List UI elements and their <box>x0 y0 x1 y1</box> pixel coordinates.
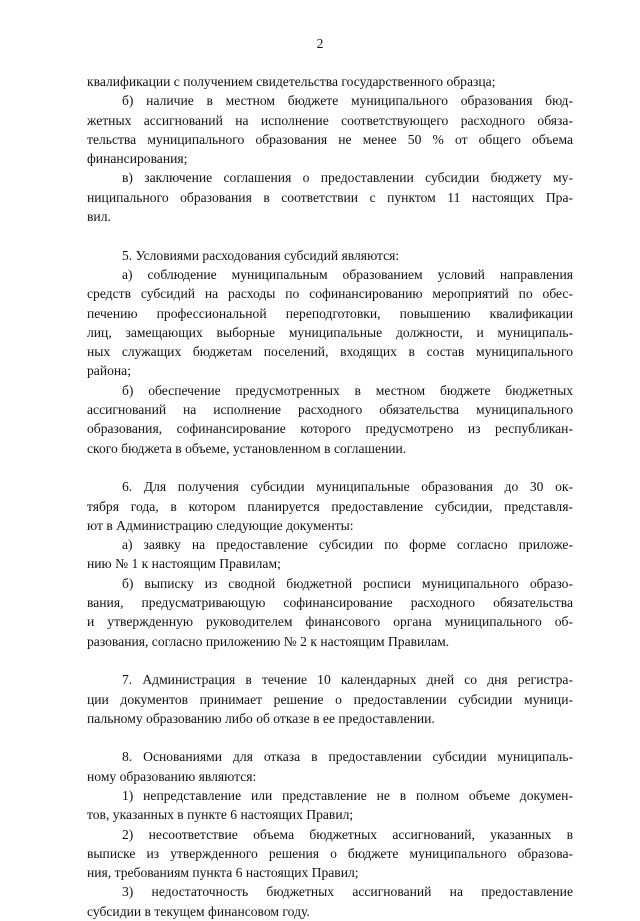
text-line: тов, указанных в пункте 6 настоящих Правил; <box>87 807 354 823</box>
text-line: средств субсидий на расходы по софинансированию мероприятий по обес- <box>87 286 573 302</box>
text-line: квалификации с получением свидетельства государственного образца; <box>87 74 496 89</box>
text-line: 5. Условиями расходования субсидий являются: <box>122 247 400 263</box>
text-line: б) выписку из сводной бюджетной росписи муниципального образо- <box>122 575 573 591</box>
text-line: пальному образованию либо об отказе в ее предоставлении. <box>87 710 435 726</box>
paragraph <box>87 91 573 168</box>
text-line: вания, предусматривающую софинансирование расходного обязательства <box>87 595 573 611</box>
document-body <box>87 72 573 921</box>
text-line: субсидии в текущем финансовом году. <box>87 903 310 919</box>
text-line: разования, согласно приложению № 2 к настоящим Правилам. <box>87 633 450 649</box>
text-line: печению профессиональной переподготовки, повышению квалификации <box>87 305 573 321</box>
paragraph <box>87 882 573 921</box>
text-line: 8. Основаниями для отказа в предоставлении субсидии муниципаль- <box>122 749 573 765</box>
text-line: выписке из утвержденного решения о бюджете муниципального образова- <box>87 845 573 861</box>
text-line: ниципального образования в соответствии с пунктом 11 настоящих Пра- <box>87 189 573 205</box>
text-line: ассигнований на исполнение расходного обязательства муниципального <box>87 402 573 418</box>
paragraph <box>87 535 573 574</box>
text-line: тельства муниципального образования не менее 50 % от общего объема <box>87 131 573 147</box>
text-line: ют в Администрацию следующие документы: <box>87 517 354 533</box>
paragraph <box>87 168 573 226</box>
text-line: 2) несоответствие объема бюджетных ассигнований, указанных в <box>122 826 573 842</box>
paragraph-gap <box>87 728 573 747</box>
text-line: тября года, в котором планируется предоставление субсидии, представля- <box>87 498 573 514</box>
text-line: а) заявку на предоставление субсидии по форме согласно приложе- <box>122 537 573 553</box>
page-number: 2 <box>316 36 324 51</box>
text-line: б) наличие в местном бюджете муниципального образования бюд- <box>122 93 573 109</box>
text-line: финансирования; <box>87 151 188 167</box>
paragraph-gap <box>87 458 573 477</box>
paragraph <box>87 747 573 786</box>
text-line: образования, софинансирование которого предусмотрено из республикан- <box>87 421 573 437</box>
text-line: 3) недостаточность бюджетных ассигнований на предоставление <box>122 884 573 900</box>
text-line: вил. <box>87 209 111 225</box>
text-line: а) соблюдение муниципальным образованием условий направления <box>122 266 573 282</box>
paragraph <box>87 574 573 651</box>
paragraph-gap <box>87 651 573 670</box>
text-line: жетных ассигнований на исполнение соответствующего расходного обяза- <box>87 112 573 128</box>
text-line: ния, требованиям пункта 6 настоящих Правил; <box>87 865 359 881</box>
text-line: 1) непредставление или представление не в полном объеме докумен- <box>122 787 573 803</box>
text-line: ского бюджета в объеме, установленном в соглашении. <box>87 440 407 456</box>
paragraph <box>87 72 573 91</box>
paragraph <box>87 246 573 265</box>
text-line: лиц, замещающих выборные муниципальные должности, и муниципаль- <box>87 324 573 340</box>
paragraph <box>87 786 573 825</box>
text-line: района; <box>87 363 131 379</box>
paragraph <box>87 265 573 381</box>
text-line: нию № 1 к настоящим Правилам; <box>87 556 281 572</box>
text-line: 6. Для получения субсидии муниципальные образования до 30 ок- <box>122 479 573 495</box>
paragraph <box>87 825 573 883</box>
paragraph <box>87 381 573 458</box>
text-line: 7. Администрация в течение 10 календарных дней со дня регистра- <box>122 672 573 688</box>
paragraph <box>87 477 573 535</box>
text-line: ных служащих бюджетам поселений, входящих в состав муниципального <box>87 344 573 360</box>
text-line: б) обеспечение предусмотренных в местном бюджете бюджетных <box>122 382 573 398</box>
text-line: и утвержденную руководителем финансового органа муниципального об- <box>87 614 573 630</box>
text-line: в) заключение соглашения о предоставлении субсидии бюджету му- <box>122 170 573 186</box>
paragraph-gap <box>87 226 573 245</box>
text-line: ции документов принимает решение о предоставлении субсидии муници- <box>87 691 573 707</box>
text-line: ному образованию являются: <box>87 768 257 784</box>
paragraph <box>87 670 573 728</box>
